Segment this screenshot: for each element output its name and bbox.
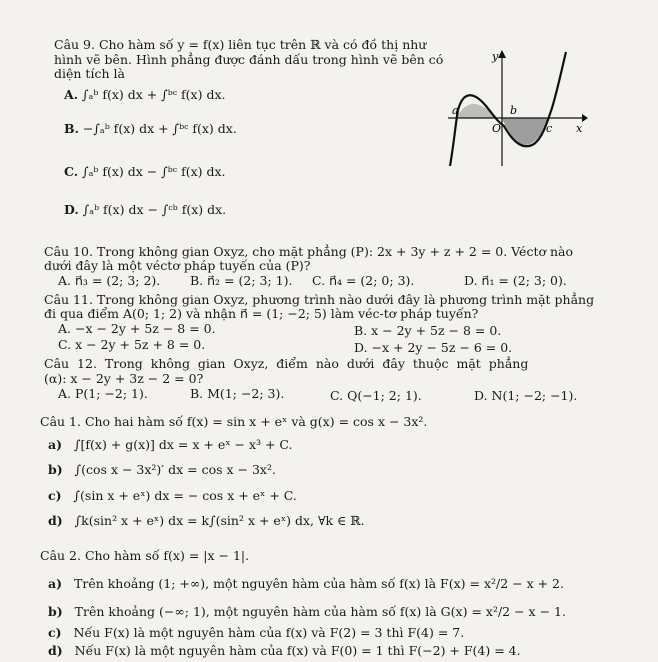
graph-label-x: x (576, 122, 583, 135)
tf1-item-a-label: a) (48, 437, 63, 452)
tf1-item-b-text: ∫(cos x − 3x²)′ dx = cos x − 3x². (74, 462, 276, 477)
tf1-item-a-text: ∫[f(x) + g(x)] dx = x + eˣ − x³ + C. (74, 437, 293, 452)
q9-option-d-label: D. (64, 202, 79, 217)
tf2-item-a-label: a) (48, 576, 63, 591)
q10-option-c: C. n⃗₄ = (2; 0; 3). (312, 273, 415, 288)
tf2-item-c-text: Nếu F(x) là một nguyên hàm của f(x) và F(2) = 3 thì F(4) = 7. (73, 625, 465, 640)
q9-option-d (64, 202, 226, 217)
tf1-item-a (48, 437, 293, 452)
q9-option-b-label: B. (64, 121, 79, 136)
tf2-item-c-label: c) (48, 625, 62, 640)
q11-option-b: B. x − 2y + 5z − 8 = 0. (354, 323, 502, 338)
q11-line1: Câu 11. Trong không gian Oxyz, phương trình nào dưới đây là phương trình mặt phẳng (44, 292, 595, 307)
q9-option-a-label: A. (64, 87, 79, 102)
q12-option-b: B. M(1; −2; 3). (190, 386, 285, 401)
q10-option-b: B. n⃗₂ = (2; 3; 1). (190, 273, 293, 288)
tf2-item-b-text: Trên khoảng (−∞; 1), một nguyên hàm của hàm số f(x) là G(x) = x²/2 − x − 1. (74, 604, 566, 619)
tf1-item-c-label: c) (48, 488, 62, 503)
q10-option-a: A. n⃗₃ = (2; 3; 2). (58, 273, 161, 288)
graph-label-a: a (452, 104, 459, 117)
q11-option-a: A. −x − 2y + 5z − 8 = 0. (58, 321, 216, 336)
q9-option-d-text: ∫ₐᵇ f(x) dx − ∫ᶜᵇ f(x) dx. (82, 202, 227, 217)
tf1-intro: Câu 1. Cho hai hàm số f(x) = sin x + eˣ và g(x) = cos x − 3x². (40, 414, 428, 429)
tf1-item-d-text: ∫k(sin² x + eˣ) dx = k∫(sin² x + eˣ) dx, ∀k ∈ ℝ. (74, 513, 365, 528)
q11-option-c: C. x − 2y + 5z + 8 = 0. (58, 337, 206, 352)
q9-intro-line3: diện tích là (54, 66, 125, 81)
q12-line2: (α): x − 2y + 3z − 2 = 0? (44, 371, 204, 386)
tf2-item-a (48, 576, 564, 591)
tf1-item-b-label: b) (48, 462, 63, 477)
q10-line1: Câu 10. Trong không gian Oxyz, cho mặt phẳng (P): 2x + 3y + z + 2 = 0. Véctơ nào (44, 244, 573, 259)
x-axis-arrow (582, 114, 588, 122)
tf1-item-b (48, 462, 276, 477)
q9-option-b-text: −∫ₐᵇ f(x) dx + ∫ᵇᶜ f(x) dx. (82, 121, 237, 136)
q12-option-d: D. N(1; −2; −1). (474, 388, 578, 403)
q9-option-c (64, 164, 226, 179)
tf2-item-c (48, 625, 464, 640)
q10-line2: dưới đây là một véctơ pháp tuyến của (P)? (44, 258, 311, 273)
q9-option-c-label: C. (64, 164, 79, 179)
q9-option-a-text: ∫ₐᵇ f(x) dx + ∫ᵇᶜ f(x) dx. (82, 87, 226, 102)
tf2-item-a-text: Trên khoảng (1; +∞), một nguyên hàm của hàm số f(x) là F(x) = x²/2 − x + 2. (74, 576, 564, 591)
graph-label-o: O (492, 122, 502, 135)
q11-line2: đi qua điểm A(0; 1; 2) và nhận n⃗ = (1; −2; 5) làm véc-tơ pháp tuyến? (44, 306, 479, 321)
q9-function-graph (448, 48, 588, 166)
q11-option-d: D. −x + 2y − 5z − 6 = 0. (354, 340, 513, 355)
q9-intro-line2: hình vẽ bên. Hình phẳng được đánh dấu trong hình vẽ bên có (54, 52, 444, 67)
y-axis-arrow (498, 50, 506, 58)
q9-option-a (64, 87, 225, 102)
q9-intro-line1: Câu 9. Cho hàm số y = f(x) liên tục trên ℝ và có đồ thị như (54, 37, 427, 52)
tf2-intro: Câu 2. Cho hàm số f(x) = |x − 1|. (40, 548, 250, 563)
graph-label-c: c (546, 122, 553, 135)
tf2-item-b (48, 604, 566, 619)
q12-line1: Câu 12. Trong không gian Oxyz, điểm nào dưới đây thuộc mặt phẳng (44, 356, 529, 371)
tf1-item-d-label: d) (48, 513, 63, 528)
q9-option-c-text: ∫ₐᵇ f(x) dx − ∫ᵇᶜ f(x) dx. (82, 164, 226, 179)
tf2-item-b-label: b) (48, 604, 63, 619)
tf2-item-d-text: Nếu F(x) là một nguyên hàm của f(x) và F(0) = 1 thì F(−2) + F(4) = 4. (74, 643, 521, 658)
shaded-region-right (502, 118, 548, 145)
graph-label-b: b (510, 104, 518, 117)
q12-option-c: C. Q(−1; 2; 1). (330, 388, 422, 403)
q10-option-d: D. n⃗₁ = (2; 3; 0). (464, 273, 567, 288)
q9-option-b (64, 121, 237, 136)
tf2-item-d-label: d) (48, 643, 63, 658)
tf1-item-d (48, 513, 365, 528)
tf2-item-d (48, 643, 521, 658)
tf1-item-c-text: ∫(sin x + eˣ) dx = − cos x + eˣ + C. (73, 488, 297, 503)
tf1-item-c (48, 488, 297, 503)
q12-option-a: A. P(1; −2; 1). (58, 386, 148, 401)
graph-label-y: y (492, 50, 499, 63)
